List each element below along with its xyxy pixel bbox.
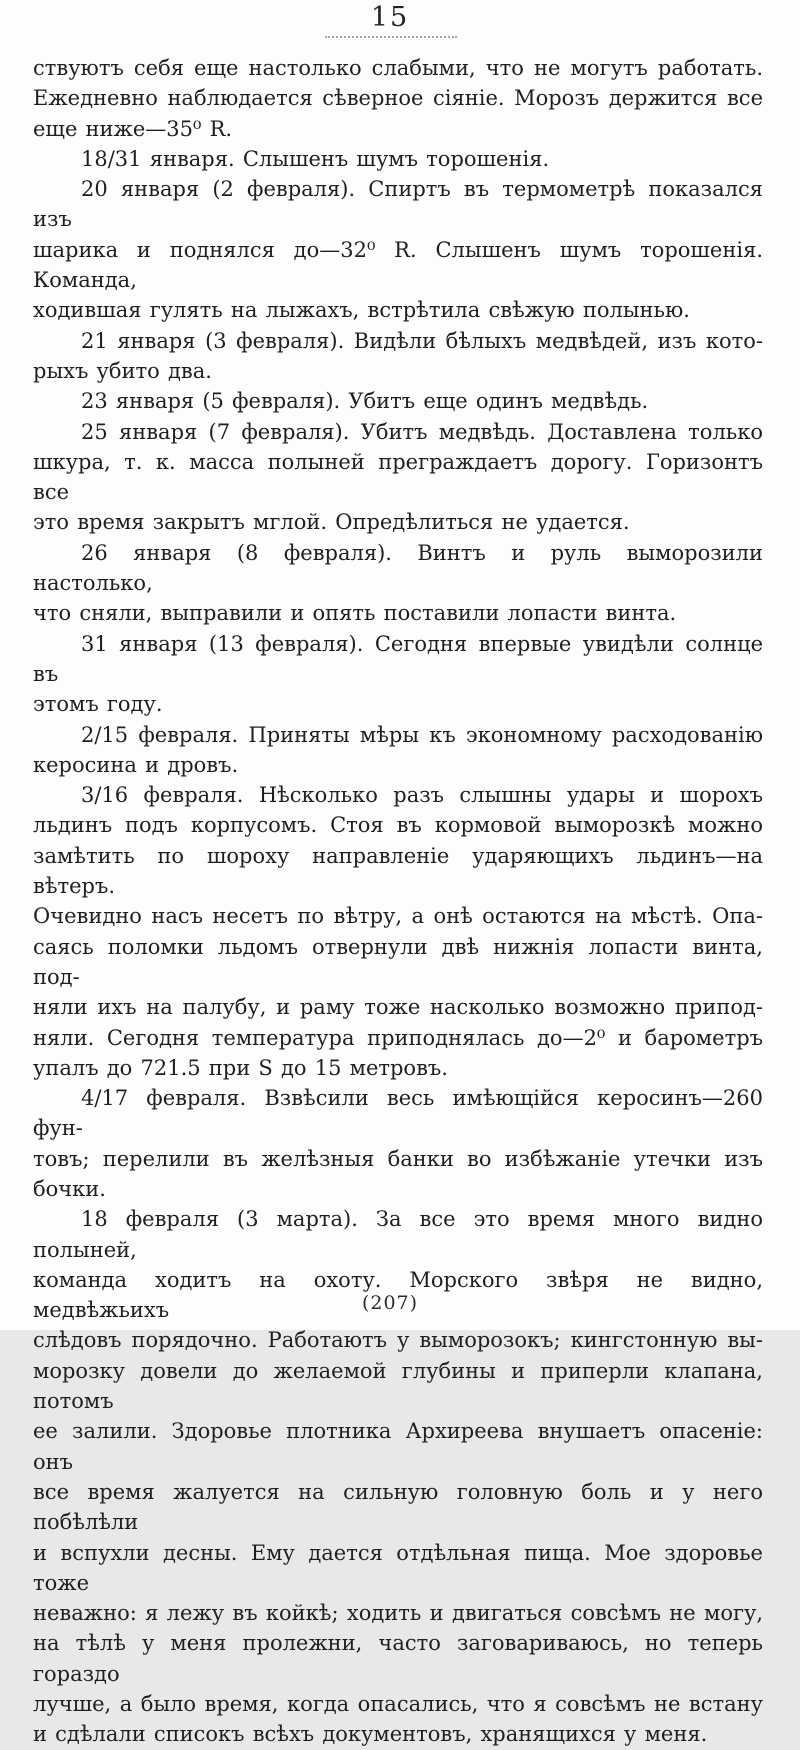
text-line: рыхъ убито два. (33, 358, 212, 383)
text-line: 31 января (13 февраля). Сегодня впервые увидѣли солнце въ (33, 631, 763, 686)
text-line: 3/16 февраля. Нѣсколько разъ слышны удары и шорохъ (81, 783, 763, 808)
text-line: 4/17 февраля. Взвѣсили весь имѣющійся керосинъ—260 фун- (33, 1086, 763, 1141)
text-line: 25 января (7 февраля). Убитъ медвѣдь. Доставлена только (81, 419, 763, 444)
text-line: это время закрытъ мглой. Опредѣлиться не удается. (33, 510, 630, 535)
text-line: Очевидно насъ несетъ по вѣтру, а онѣ остаются на мѣстѣ. Опа- (33, 904, 763, 929)
text-line: все время жалуется на сильную головную боль и у него побѣлѣли (33, 1479, 763, 1535)
text-line: товъ; перелили въ желѣзныя банки во избѣжаніе утечки изъ бочки. (33, 1146, 763, 1201)
header-divider-rule (325, 36, 457, 38)
text-line: 20 января (2 февраля). Спиртъ въ термометрѣ показался изъ (33, 177, 763, 232)
text-line: что сняли, выправили и опять поставили лопасти винта. (33, 601, 677, 626)
page-number-header: 15 (370, 2, 410, 33)
text-line: 18/31 января. Слышенъ шумъ торошенія. (81, 146, 550, 171)
text-line: неважно: я лежу въ койкѣ; ходить и двигаться совсѣмъ не могу, (33, 1601, 763, 1626)
text-line: команда ходитъ на охоту. Морского звѣря не видно, медвѣжьихъ (33, 1267, 763, 1323)
text-line: этомъ году. (33, 692, 163, 717)
text-block (33, 53, 763, 1750)
text-line: ее залили. Здоровье плотника Архиреева внушаетъ опасеніе: онъ (33, 1419, 763, 1474)
text-line: шкура, т. к. масса полыней преграждаетъ дорогу. Горизонтъ все (33, 449, 763, 505)
text-line: Ежедневно наблюдается сѣверное сіяніе. Морозъ держится все (33, 86, 763, 111)
text-line: керосина и дровъ. (33, 752, 239, 777)
text-line: 26 января (8 февраля). Винтъ и руль выморозили настолько, (33, 540, 763, 596)
text-line: и сдѣлали списокъ всѣхъ документовъ, хранящихся у меня. (33, 1722, 708, 1747)
footer-page-number: (207) (361, 1292, 419, 1314)
text-line: 23 января (5 февраля). Убитъ еще одинъ медвѣдь. (81, 389, 649, 414)
text-line: замѣтить по шороху направленіе ударяющихъ льдинъ—на вѣтеръ. (33, 843, 763, 899)
text-line: 21 января (3 февраля). Видѣли бѣлыхъ медвѣдей, изъ кото- (81, 328, 763, 353)
text-line: няли. Сегодня температура приподнялась до—2⁰ и барометръ (33, 1025, 763, 1050)
text-line: няли ихъ на палубу, и раму тоже насколько возможно припод- (33, 995, 763, 1020)
text-line: 18 февраля (3 марта). За все это время много видно полыней, (33, 1207, 763, 1262)
text-line: и вспухли десны. Ему дается отдѣльная пища. Мое здоровье тоже (33, 1540, 763, 1595)
text-line: лучше, а было время, когда опасались, что я совсѣмъ не встану (33, 1692, 763, 1717)
text-line: ходившая гулять на лыжахъ, встрѣтила свѣжую полынью. (33, 298, 690, 323)
text-line: упалъ до 721.5 при S до 15 метровъ. (33, 1055, 448, 1080)
text-line: ствуютъ себя еще настолько слабыми, что не могутъ работать. (33, 56, 763, 80)
text-line: льдинъ подъ корпусомъ. Стоя въ кормовой выморозкѣ можно (33, 813, 763, 838)
text-line: еще ниже—35⁰ R. (33, 116, 233, 141)
text-line: морозку довели до желаемой глубины и приперли клапана, потомъ (33, 1358, 763, 1414)
text-line: саясь поломки льдомъ отвернули двѣ нижнія лопасти винта, под- (33, 934, 763, 989)
text-line: слѣдовъ порядочно. Работаютъ у выморозокъ; кингстонную вы- (33, 1328, 763, 1353)
text-line: на тѣлѣ у меня пролежни, часто заговариваюсь, но теперь гораздо (33, 1631, 763, 1686)
text-line: шарика и поднялся до—32⁰ R. Слышенъ шумъ торошенія. Команда, (33, 237, 763, 293)
text-line: 2/15 февраля. Приняты мѣры къ экономному расходованію (81, 722, 763, 747)
